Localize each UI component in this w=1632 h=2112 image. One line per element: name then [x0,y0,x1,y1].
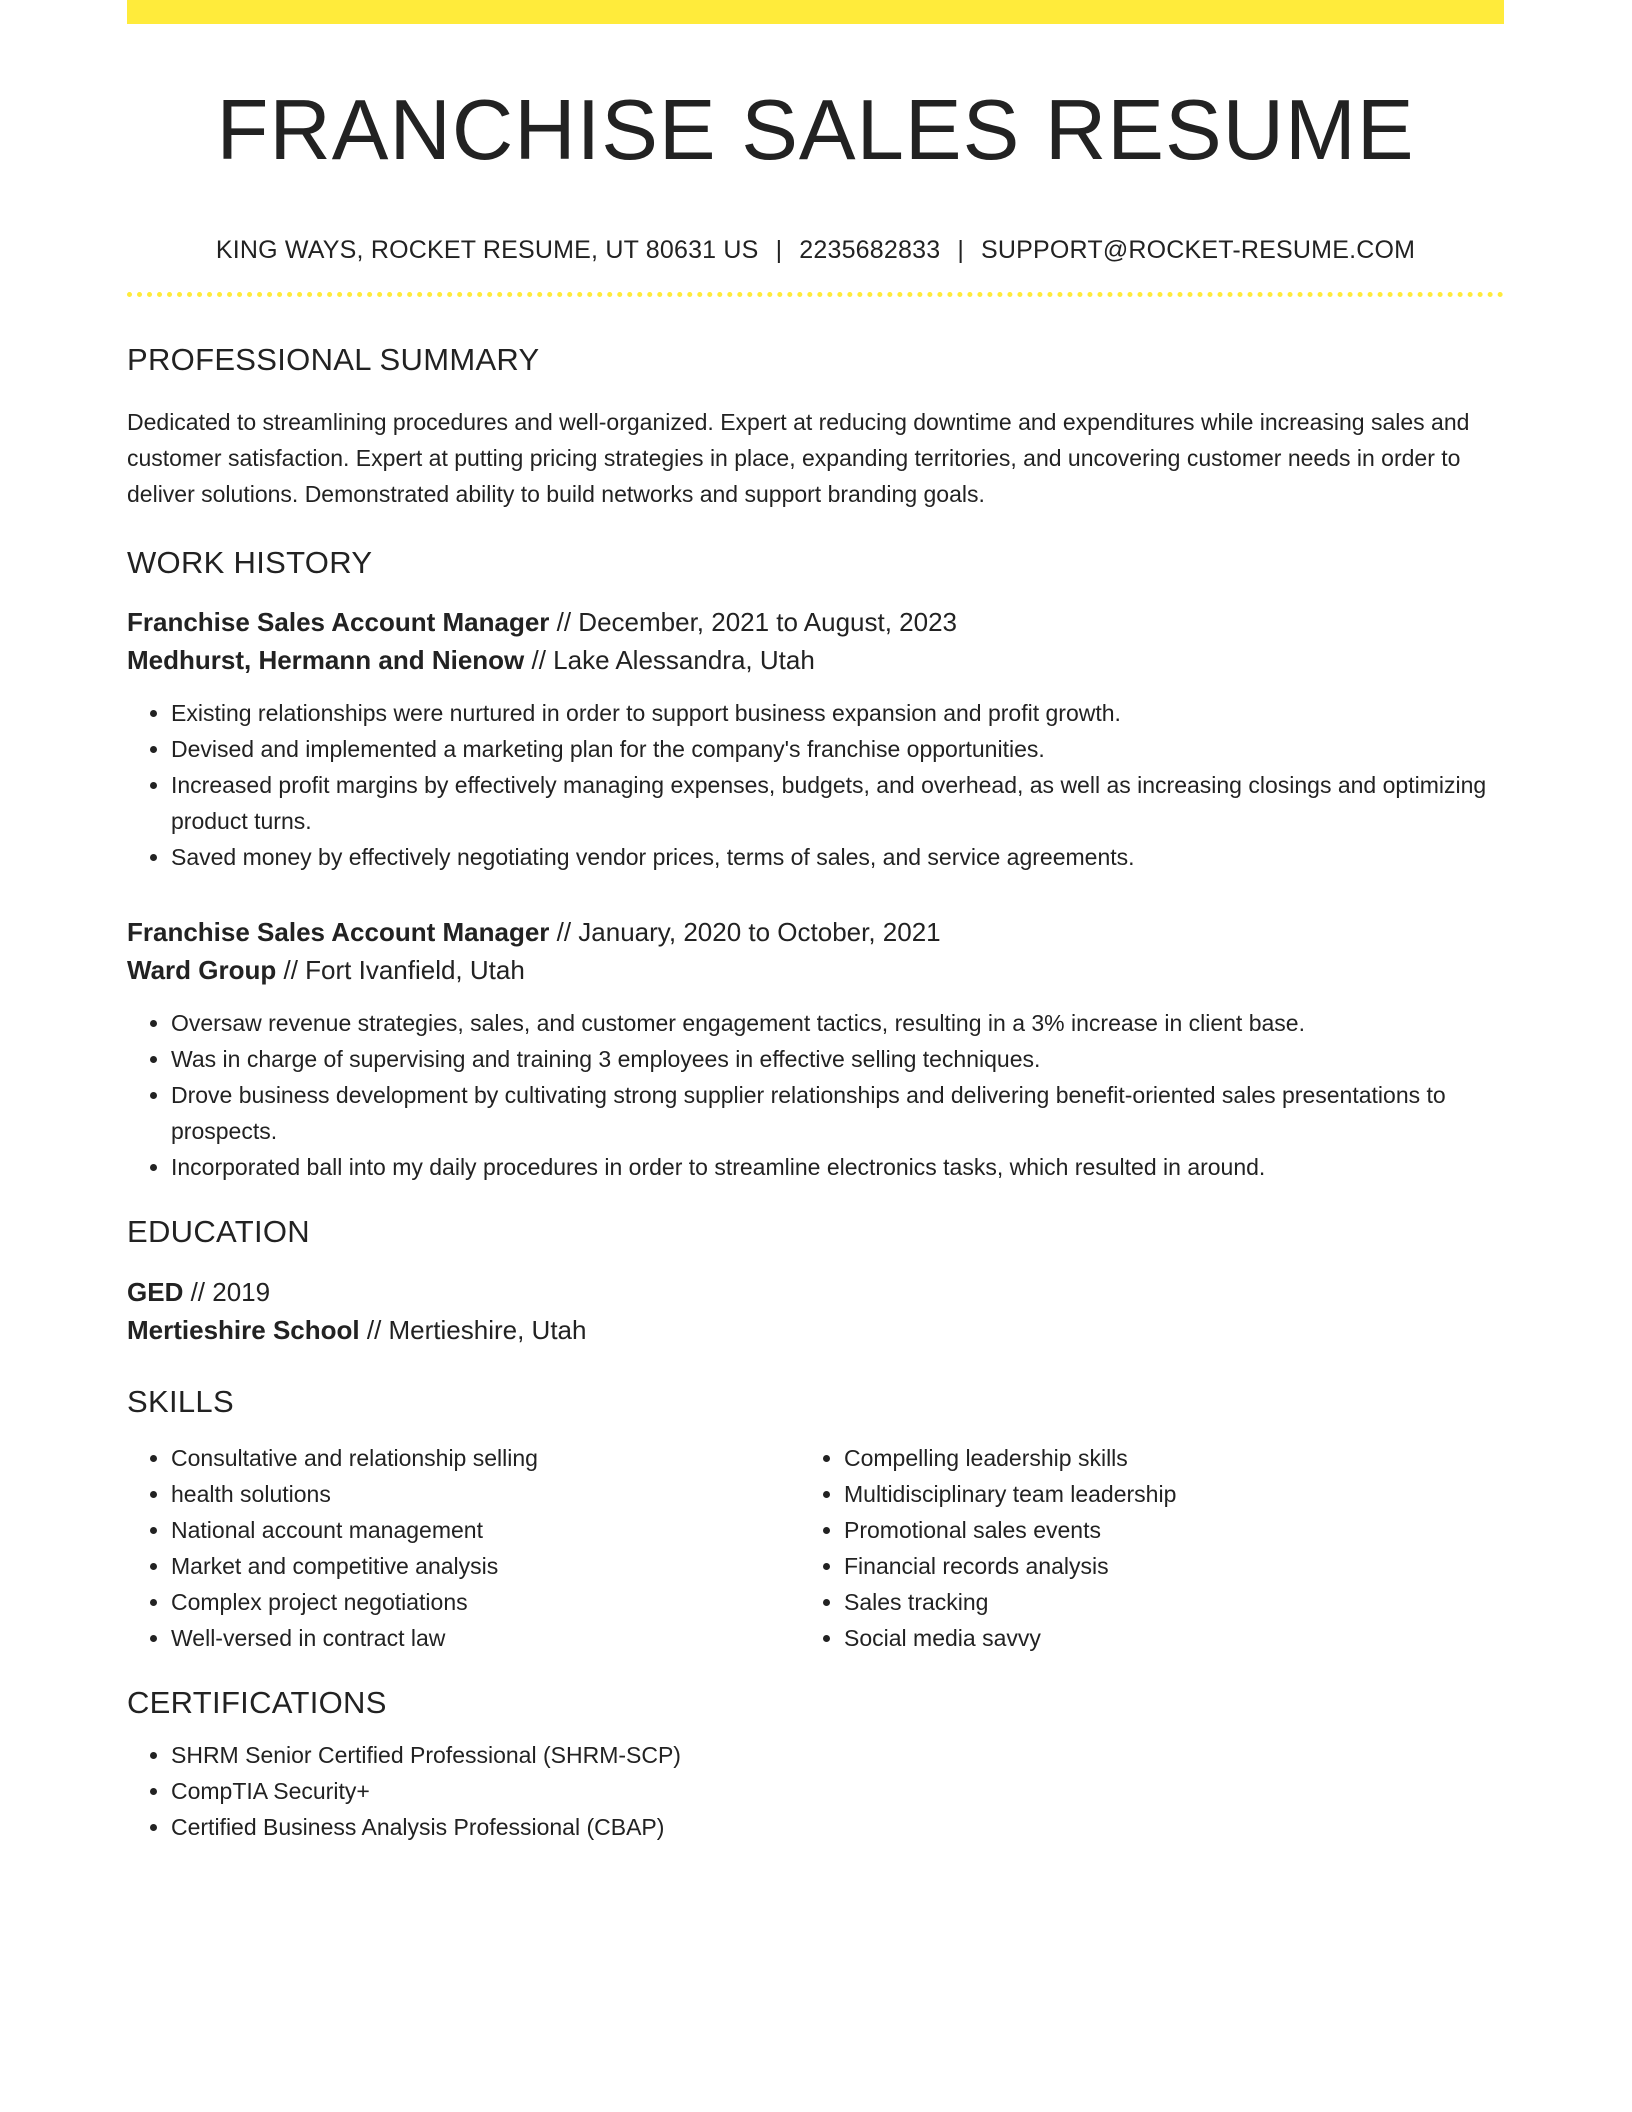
education-year: // 2019 [183,1276,271,1307]
list-item: • health solutions [171,1476,800,1512]
list-item: • Was in charge of supervising and training 3 employees in effective selling techniques. [171,1041,1504,1077]
summary-heading: PROFESSIONAL SUMMARY [127,342,540,377]
job-title: Franchise Sales Account Manager [127,917,550,948]
job-company: Ward Group [127,955,277,986]
certifications-list [127,1737,1504,1845]
dotted-divider [127,292,1504,297]
list-item: • Drove business development by cultivating strong supplier relationships and delivering benefit-oriented sales presentations to prospects. [171,1077,1504,1149]
list-item: • Well-versed in contract law [171,1620,800,1656]
list-item: • Consultative and relationship selling [171,1440,800,1476]
skills-grid [127,1440,1504,1656]
job-title-line [127,913,1504,951]
contact-address: KING WAYS, ROCKET RESUME, UT 80631 US [215,235,759,264]
education-school: Mertieshire School [127,1314,360,1345]
list-item: • Oversaw revenue strategies, sales, and customer engagement tactics, resulting in a 3% increase in client base. [171,1005,1504,1041]
list-item: • Sales tracking [844,1584,1464,1620]
list-item: • Certified Business Analysis Professional (CBAP) [171,1809,1504,1845]
list-item: • Increased profit margins by effectively managing expenses, budgets, and overhead, as well as increasing closings and optimizing product turns. [171,767,1504,839]
summary-text: Dedicated to streamlining procedures and well-organized. Expert at reducing downtime and expenditures while increasing sales and customer satisfaction. Expert at putting pricing strategies in place, expanding territories, and uncovering customer needs in order to deliver solutions. Demonstrated ability to build networks and support branding goals. [127,409,1470,508]
contact-separator: | [775,235,783,264]
list-item: • Incorporated ball into my daily procedures in order to streamline electronics tasks, which resulted in around. [171,1149,1504,1185]
job-company: Medhurst, Hermann and Nienow [127,645,525,676]
job-company-line [127,951,1504,989]
job-location: // Fort Ivanfield, Utah [276,955,525,986]
education-school-line [127,1311,1504,1349]
list-item: • National account management [171,1512,800,1548]
job-bullets [127,1005,1504,1185]
education-location: // Mertieshire, Utah [359,1314,587,1345]
list-item: • SHRM Senior Certified Professional (SHRM-SCP) [171,1737,1504,1773]
skills-column-left [127,1440,800,1656]
job-title: Franchise Sales Account Manager [127,607,550,638]
list-item: • Existing relationships were nurtured in order to support business expansion and profit growth. [171,695,1504,731]
contact-separator: | [957,235,965,264]
list-item: • Promotional sales events [844,1512,1464,1548]
skills-column-right [800,1440,1464,1656]
list-item: • CompTIA Security+ [171,1773,1504,1809]
job-title-line [127,603,1504,641]
job-dates: // December, 2021 to August, 2023 [549,607,958,638]
list-item: • Market and competitive analysis [171,1548,800,1584]
contact-phone: 2235682833 [799,235,941,264]
top-accent-bar [127,0,1504,24]
work-history-heading: WORK HISTORY [127,545,373,581]
resume-title: FRANCHISE SALES RESUME [216,83,1415,178]
contact-email: SUPPORT@ROCKET-RESUME.COM [981,235,1416,264]
list-item: • Complex project negotiations [171,1584,800,1620]
list-item: • Multidisciplinary team leadership [844,1476,1464,1512]
list-item: • Social media savvy [844,1620,1464,1656]
resume-page [127,0,1504,1845]
list-item: • Compelling leadership skills [844,1440,1464,1476]
job-bullets [127,695,1504,875]
skills-heading: SKILLS [127,1383,234,1419]
job-entry [127,913,1504,1185]
list-item: • Financial records analysis [844,1548,1464,1584]
job-entry [127,603,1504,875]
list-item: • Saved money by effectively negotiating vendor prices, terms of sales, and service agreements. [171,839,1504,875]
education-heading: EDUCATION [127,1214,310,1250]
job-company-line [127,641,1504,679]
list-item: • Devised and implemented a marketing plan for the company's franchise opportunities. [171,731,1504,767]
job-location: // Lake Alessandra, Utah [524,645,815,676]
contact-line [127,234,1504,267]
education-degree: GED [127,1276,184,1307]
job-dates: // January, 2020 to October, 2021 [549,917,941,948]
certifications-heading: CERTIFICATIONS [127,1684,387,1720]
education-degree-line [127,1273,1504,1311]
